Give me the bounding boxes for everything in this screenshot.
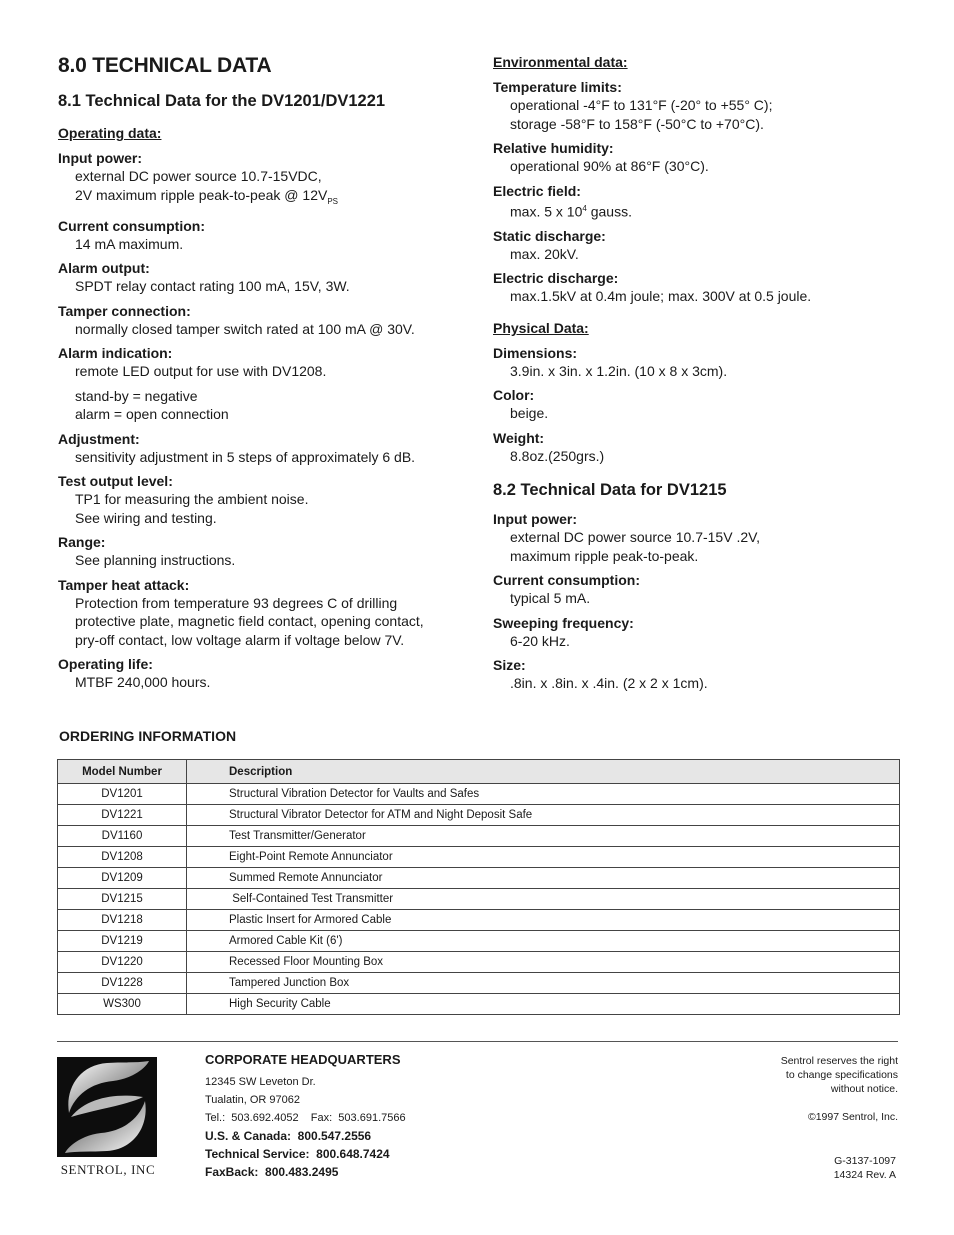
operating-data-heading: Operating data: xyxy=(58,125,162,141)
spec-value: 2V maximum ripple peak-to-peak @ $12V_{PS}$ xyxy=(75,186,338,206)
spec-dv1215-size xyxy=(493,656,933,693)
right-column xyxy=(493,54,933,699)
hq-title: CORPORATE HEADQUARTERS xyxy=(205,1052,401,1067)
spec-adjustment xyxy=(58,430,468,467)
spec-value: max. 5 x $10^4$ gauss. xyxy=(510,203,632,220)
spec-value: protective plate, magnetic field contact, opening contact, xyxy=(75,613,424,630)
spec-value: TP1 for measuring the ambient noise. xyxy=(75,491,309,508)
footer-divider xyxy=(57,1041,898,1042)
spec-value: Protection from temperature 93 degrees C of drilling xyxy=(75,594,398,611)
table-row xyxy=(58,847,900,868)
spec-value: external DC power source 10.7-15VDC, xyxy=(75,168,322,184)
spec-alarm-indication xyxy=(58,344,468,424)
description-cell: Structural Vibration Detector for Vaults and Safes xyxy=(187,784,900,805)
logo-company-name: SENTROL, INC xyxy=(60,1162,156,1177)
environmental-data-heading: Environmental data: xyxy=(493,54,628,70)
spec-label: Test output level: xyxy=(58,473,173,490)
spec-static-discharge xyxy=(493,227,933,264)
table-row xyxy=(58,910,900,931)
description-cell: Structural Vibrator Detector for ATM and Night Deposit Safe xyxy=(187,805,900,826)
description-cell: Armored Cable Kit (6') xyxy=(187,931,900,952)
hq-address-line-1: 12345 SW Leveton Dr. xyxy=(205,1076,316,1088)
model-cell: DV1215 xyxy=(58,889,187,910)
table-header-row xyxy=(58,760,900,784)
spec-label: Electric discharge: xyxy=(493,270,619,287)
spec-label: Input power: xyxy=(493,511,577,528)
notice-line: to change specifications xyxy=(785,1069,898,1081)
spec-label: Operating life: xyxy=(58,656,153,673)
spec-operating-life xyxy=(58,655,468,692)
spec-tamper-heat-attack xyxy=(58,576,468,650)
spec-color xyxy=(493,386,933,423)
spec-label: Weight: xyxy=(493,429,545,446)
specification-notice xyxy=(678,1054,898,1124)
spec-temperature-limits xyxy=(493,78,933,133)
spec-value: See wiring and testing. xyxy=(75,509,217,526)
description-cell: Plastic Insert for Armored Cable xyxy=(187,910,900,931)
spec-value: remote LED output for use with DV1208. xyxy=(75,363,327,380)
description-cell: High Security Cable xyxy=(187,994,900,1015)
column-header-model: Model Number xyxy=(58,760,187,784)
sentrol-logo-icon xyxy=(57,1057,157,1157)
description-cell: Eight-Point Remote Annunciator xyxy=(187,847,900,868)
model-cell: DV1219 xyxy=(58,931,187,952)
spec-label: Color: xyxy=(493,387,535,404)
model-cell: DV1160 xyxy=(58,826,187,847)
model-cell: DV1220 xyxy=(58,952,187,973)
spec-current-consumption xyxy=(58,217,468,254)
description-cell: Summed Remote Annunciator xyxy=(187,868,900,889)
spec-electric-field xyxy=(493,182,933,221)
notice-spacer xyxy=(678,1096,898,1110)
description-cell: Recessed Floor Mounting Box xyxy=(187,952,900,973)
table-row xyxy=(58,826,900,847)
corporate-headquarters xyxy=(205,1052,525,1181)
column-header-description: Description xyxy=(187,760,900,784)
section-title-8-2: 8.2 Technical Data for DV1215 xyxy=(493,481,727,500)
spec-weight xyxy=(493,429,933,466)
model-cell: WS300 xyxy=(58,994,187,1015)
spec-label: Current consumption: xyxy=(58,217,205,234)
spec-value: max. 20kV. xyxy=(510,245,579,262)
notice-line: Sentrol reserves the right xyxy=(780,1055,898,1067)
spec-alarm-output xyxy=(58,259,468,296)
spec-label: Sweeping frequency: xyxy=(493,614,634,631)
spec-label: Alarm output: xyxy=(58,260,150,277)
copyright: ©1997 Sentrol, Inc. xyxy=(807,1111,898,1123)
spec-label: Current consumption: xyxy=(493,572,640,589)
spec-value: SPDT relay contact rating 100 mA, 15V, 3W. xyxy=(75,278,350,295)
spec-dv1215-input-power xyxy=(493,510,933,565)
model-cell: DV1221 xyxy=(58,805,187,826)
spec-label: Electric field: xyxy=(493,182,581,199)
physical-data-heading: Physical Data: xyxy=(493,319,589,336)
revision-code: 14324 Rev. A xyxy=(833,1169,896,1181)
spec-value: typical 5 mA. xyxy=(510,590,591,607)
notice-line: without notice. xyxy=(830,1083,898,1095)
ordering-table xyxy=(57,759,900,1015)
spec-range xyxy=(58,533,468,570)
table-row xyxy=(58,973,900,994)
spec-label: Size: xyxy=(493,657,526,674)
spec-label: Alarm indication: xyxy=(58,345,173,362)
model-cell: DV1218 xyxy=(58,910,187,931)
description-cell: Self-Contained Test Transmitter xyxy=(187,889,900,910)
spec-value: MTBF 240,000 hours. xyxy=(75,674,211,691)
spec-value: 6-20 kHz. xyxy=(510,632,570,649)
spec-value: normally closed tamper switch rated at 100 mA @ 30V. xyxy=(75,320,415,337)
model-cell: DV1208 xyxy=(58,847,187,868)
spec-value: 14 mA maximum. xyxy=(75,235,184,252)
spec-value: 3.9in. x 3in. x 1.2in. (10 x 8 x 3cm). xyxy=(510,362,728,379)
spec-value: .8in. x .8in. x .4in. (2 x 2 x 1cm). xyxy=(510,675,708,692)
spec-label: Relative humidity: xyxy=(493,140,614,156)
spec-value: external DC power source 10.7-15V .2V, xyxy=(510,529,761,546)
description-cell: Tampered Junction Box xyxy=(187,973,900,994)
spec-electric-discharge xyxy=(493,269,933,306)
left-column xyxy=(58,54,468,698)
hq-address-line-2: Tualatin, OR 97062 xyxy=(205,1094,300,1106)
spec-label: Input power: xyxy=(58,150,142,166)
model-cell: DV1201 xyxy=(58,784,187,805)
spec-label: Tamper heat attack: xyxy=(58,576,190,593)
spec-tamper-connection xyxy=(58,302,468,339)
table-row xyxy=(58,784,900,805)
ordering-information-title: ORDERING INFORMATION xyxy=(59,728,237,744)
spec-value: beige. xyxy=(510,405,549,422)
table-row xyxy=(58,889,900,910)
table-row xyxy=(58,868,900,889)
spec-label: Tamper connection: xyxy=(58,302,191,319)
spec-label: Range: xyxy=(58,534,106,551)
spec-input-power xyxy=(58,149,468,211)
hq-faxback-phone: FaxBack: 800.483.2495 xyxy=(205,1165,339,1179)
spec-relative-humidity xyxy=(493,139,933,176)
spec-value: stand-by = negative xyxy=(75,387,198,404)
document-code: G-3137-1097 xyxy=(834,1155,896,1167)
spec-value: 8.8oz.(250grs.) xyxy=(510,447,605,464)
spec-value: sensitivity adjustment in 5 steps of approximately 6 dB. xyxy=(75,448,416,465)
hq-us-canada-phone: U.S. & Canada: 800.547.2556 xyxy=(205,1129,372,1143)
spec-dimensions xyxy=(493,344,933,381)
spec-value: max.1.5kV at 0.4m joule; max. 300V at 0.5 joule. xyxy=(510,288,812,305)
model-cell: DV1209 xyxy=(58,868,187,889)
table-row xyxy=(58,931,900,952)
spec-value: operational -4°F to 131°F (-20° to +55° C); xyxy=(510,97,773,113)
spec-label: Temperature limits: xyxy=(493,79,622,95)
description-cell: Test Transmitter/Generator xyxy=(187,826,900,847)
spec-value: alarm = open connection xyxy=(75,406,229,423)
spec-label: Adjustment: xyxy=(58,430,140,447)
hq-tel-fax: Tel.: 503.692.4052 Fax: 503.691.7566 xyxy=(205,1112,406,1124)
spec-value: pry-off contact, low voltage alarm if voltage below 7V. xyxy=(75,631,405,648)
section-title-8-1: 8.1 Technical Data for the DV1201/DV1221 xyxy=(58,92,386,110)
spec-label: Static discharge: xyxy=(493,227,606,244)
document-codes xyxy=(696,1154,896,1182)
table-row xyxy=(58,805,900,826)
table-row xyxy=(58,994,900,1015)
spec-dv1215-sweeping-frequency xyxy=(493,614,933,651)
spec-label: Dimensions: xyxy=(493,344,578,361)
spec-value: operational 90% at 86°F (30°C). xyxy=(510,158,709,174)
spec-test-output-level xyxy=(58,472,468,527)
spec-dv1215-current-consumption xyxy=(493,571,933,608)
spec-value: storage -58°F to 158°F (-50°C to +70°C). xyxy=(510,115,764,132)
table-row xyxy=(58,952,900,973)
page-title: 8.0 TECHNICAL DATA xyxy=(58,54,272,77)
model-cell: DV1228 xyxy=(58,973,187,994)
spec-value: See planning instructions. xyxy=(75,552,236,569)
spec-value: maximum ripple peak-to-peak. xyxy=(510,547,699,564)
hq-technical-service-phone: Technical Service: 800.648.7424 xyxy=(205,1147,390,1161)
